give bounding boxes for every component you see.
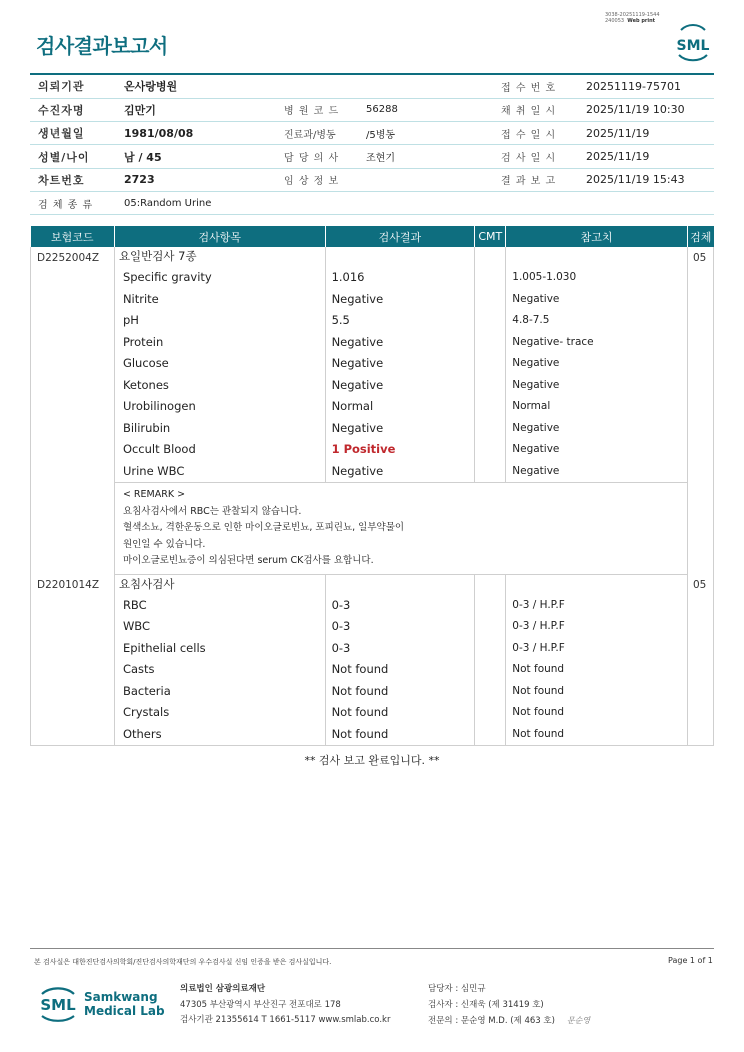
print-type: Web print — [627, 18, 656, 24]
test-item-name: WBC — [122, 619, 151, 633]
receipt-no-value: 20251119-75701 — [580, 75, 714, 98]
report-complete-message: ** 검사 보고 완료입니다. ** — [304, 754, 440, 767]
test-item-name: Specific gravity — [122, 270, 212, 284]
test-result-value: 0-3 — [331, 640, 351, 655]
info-row — [30, 98, 714, 121]
hospital-code-value: 56288 — [360, 98, 495, 121]
birth-label: 생년월일 — [30, 122, 118, 145]
reference-value: Not found — [512, 663, 565, 675]
test-item-name: Others — [122, 726, 162, 741]
test-item-name: Nitrite — [122, 291, 159, 306]
info-row — [30, 145, 714, 168]
remark-row — [31, 483, 714, 575]
sex-age-value: 남 / 45 — [118, 145, 278, 168]
org-address: 47305 부산광역시 부산진구 전포대로 178 — [180, 999, 341, 1010]
reference-value: Negative- trace — [512, 335, 594, 348]
brand-name — [84, 990, 165, 1018]
test-item-name: Casts — [122, 662, 155, 676]
doc-code: 3038-20251119-1544 — [605, 12, 660, 18]
reference-value: 0-3 / H.P.F — [512, 598, 565, 611]
test-result-value: Negative — [331, 377, 384, 392]
test-item-name: Ketones — [122, 377, 169, 392]
test-item-name: pH — [122, 313, 139, 327]
test-item-name: Occult Blood — [122, 442, 196, 456]
staff-manager: 담당자 : 심민규 — [428, 984, 486, 994]
reference-value: Negative — [512, 421, 560, 434]
test-item-name: Urobilinogen — [122, 399, 196, 413]
sml-footer-logo-icon — [36, 982, 80, 1026]
sub-code: 240053 — [605, 18, 625, 24]
reference-value: Not found — [512, 684, 565, 697]
logo-text: SML — [676, 38, 710, 54]
specimen-label: 검 체 종 류 — [30, 191, 118, 214]
test-item-name: Protein — [122, 334, 164, 349]
report-date-value: 2025/11/19 15:43 — [580, 168, 714, 191]
footer-logo-text: SML — [40, 996, 76, 1014]
org-name: 의료법인 삼광의료재단 — [180, 984, 266, 994]
group2-title: 요침사검사 — [118, 576, 175, 591]
results-header-row — [31, 226, 714, 247]
certification-note: 본 검사실은 대한진단검사의학회/진단검사의학재단의 우수검사실 신임 인증을 받은 검사실입니다. — [34, 958, 332, 966]
hospital-code-label: 병 원 코 드 — [278, 98, 360, 121]
results-table — [30, 226, 714, 746]
clinical-label: 임 상 정 보 — [278, 168, 360, 191]
group1-refs — [506, 267, 687, 482]
group1-title: 요일반검사 7종 — [118, 249, 197, 263]
group2-items — [115, 595, 325, 746]
remark-line: 마이오글로빈뇨증이 의심된다면 serum CK검사를 요합니다. — [122, 555, 374, 566]
test-result-value: Negative — [331, 291, 384, 306]
sex-age-label: 성별/나이 — [30, 145, 118, 168]
reference-value: Negative — [512, 378, 560, 391]
test-result-value: 0-3 — [331, 597, 351, 612]
remark-line: 요침사검사에서 RBC는 관찰되지 않습니다. — [122, 505, 302, 517]
header-test-item: 검사항목 — [114, 226, 325, 247]
test-item-name: Bilirubin — [122, 420, 171, 435]
test-item-name: Glucose — [122, 356, 169, 370]
test-item-name: Crystals — [122, 705, 170, 719]
reference-value: Negative — [512, 357, 560, 369]
dept-value: /5병동 — [360, 122, 495, 145]
org-contact: 검사기관 21355614 T 1661-5117 www.smlab.co.kr — [180, 1015, 391, 1025]
signature: 문순영 — [566, 1016, 591, 1025]
group1-specimen: 05 — [687, 247, 713, 574]
dept-label: 진료과/병동 — [278, 122, 360, 145]
chart-no-value: 2723 — [118, 168, 278, 191]
page-title: 검사결과보고서 — [36, 34, 168, 58]
header-cmt: CMT — [475, 226, 506, 247]
test-result-value: Not found — [331, 726, 389, 741]
test-result-value: 5.5 — [331, 313, 350, 327]
reference-value: 0-3 / H.P.F — [512, 641, 565, 654]
group2-specimen: 05 — [687, 574, 713, 746]
reference-value: Negative — [512, 292, 560, 305]
group1-results — [326, 267, 475, 482]
test-result-value: 1 Positive — [331, 442, 396, 456]
collect-date-label: 채 취 일 시 — [495, 98, 580, 121]
receipt-no-label: 접 수 번 호 — [495, 75, 580, 98]
header-reference: 참고치 — [506, 226, 688, 247]
test-item-name: Bacteria — [122, 683, 171, 698]
reference-value: Normal — [512, 400, 551, 412]
group1-code: D2252004Z — [31, 247, 115, 574]
test-result-value: Normal — [331, 399, 374, 413]
remark-line: < REMARK > — [122, 489, 186, 500]
test-result-value: Negative — [331, 356, 384, 370]
group1-items — [115, 267, 325, 482]
report-date-label: 결 과 보 고 — [495, 168, 580, 191]
test-result-value: Negative — [331, 420, 384, 435]
organization-info — [180, 982, 390, 1029]
specimen-value: 05:Random Urine — [118, 191, 714, 214]
info-row — [30, 191, 714, 214]
group2-results — [326, 595, 475, 746]
group2-code: D2201014Z — [31, 574, 115, 746]
doctor-value: 조현기 — [360, 145, 495, 168]
reference-value: 4.8-7.5 — [512, 314, 550, 326]
result-group-2 — [31, 574, 714, 746]
result-group-1 — [31, 247, 714, 483]
hospital-label: 의뢰기관 — [30, 75, 118, 98]
receipt-date-label: 접 수 일 시 — [495, 122, 580, 145]
test-item-name: RBC — [122, 597, 147, 612]
header-specimen: 검체 — [687, 226, 713, 247]
test-result-value: 0-3 — [331, 619, 351, 633]
test-item-name: Urine WBC — [122, 463, 185, 478]
staff-specialist: 전문의 : 문순영 M.D. (제 463 호) — [428, 1016, 555, 1026]
collect-date-value: 2025/11/19 10:30 — [580, 98, 714, 121]
reference-value: Not found — [512, 706, 565, 718]
name-value: 김만기 — [118, 98, 278, 121]
doctor-label: 담 당 의 사 — [278, 145, 360, 168]
reference-value: Not found — [512, 727, 565, 740]
chart-no-label: 차트번호 — [30, 168, 118, 191]
reference-value: 0-3 / H.P.F — [512, 620, 565, 632]
test-result-value: 1.016 — [331, 270, 365, 284]
test-date-label: 검 사 일 시 — [495, 145, 580, 168]
remark-block — [114, 483, 687, 575]
reference-value: 1.005-1.030 — [512, 271, 577, 283]
info-row — [30, 168, 714, 191]
document-meta — [605, 12, 660, 24]
staff-tester: 검사자 : 신재욱 (제 31419 호) — [428, 999, 544, 1010]
header-insurance-code: 보험코드 — [31, 226, 115, 247]
name-label: 수진자명 — [30, 98, 118, 121]
clinical-value — [360, 168, 495, 191]
patient-info-table — [30, 75, 714, 215]
test-date-value: 2025/11/19 — [580, 145, 714, 168]
receipt-date-value: 2025/11/19 — [580, 122, 714, 145]
footer-rule — [30, 948, 714, 949]
remark-line: 원인일 수 있습니다. — [122, 538, 206, 550]
reference-value: Negative — [512, 443, 560, 455]
staff-info — [428, 982, 590, 1030]
test-result-value: Not found — [331, 705, 389, 719]
remark-line: 혈색소뇨, 격한운동으로 인한 마이오글로빈뇨, 포피린뇨, 일부약물이 — [122, 522, 405, 533]
test-result-value: Not found — [331, 683, 389, 698]
sml-logo-icon — [673, 24, 713, 64]
test-result-value: Not found — [331, 662, 389, 676]
test-result-value: Negative — [331, 334, 384, 349]
birth-value: 1981/08/08 — [118, 122, 278, 145]
test-result-value: Negative — [331, 463, 384, 478]
hospital-value: 온사랑병원 — [118, 75, 278, 98]
group2-refs — [506, 595, 687, 746]
test-item-name: Epithelial cells — [122, 640, 206, 655]
brand-line-2: Medical Lab — [84, 1004, 165, 1018]
info-row — [30, 122, 714, 145]
header-result: 검사결과 — [325, 226, 475, 247]
brand-line-1: Samkwang — [84, 990, 158, 1004]
reference-value: Negative — [512, 464, 560, 477]
info-row — [30, 75, 714, 98]
page-number: Page 1 of 1 — [668, 956, 713, 965]
